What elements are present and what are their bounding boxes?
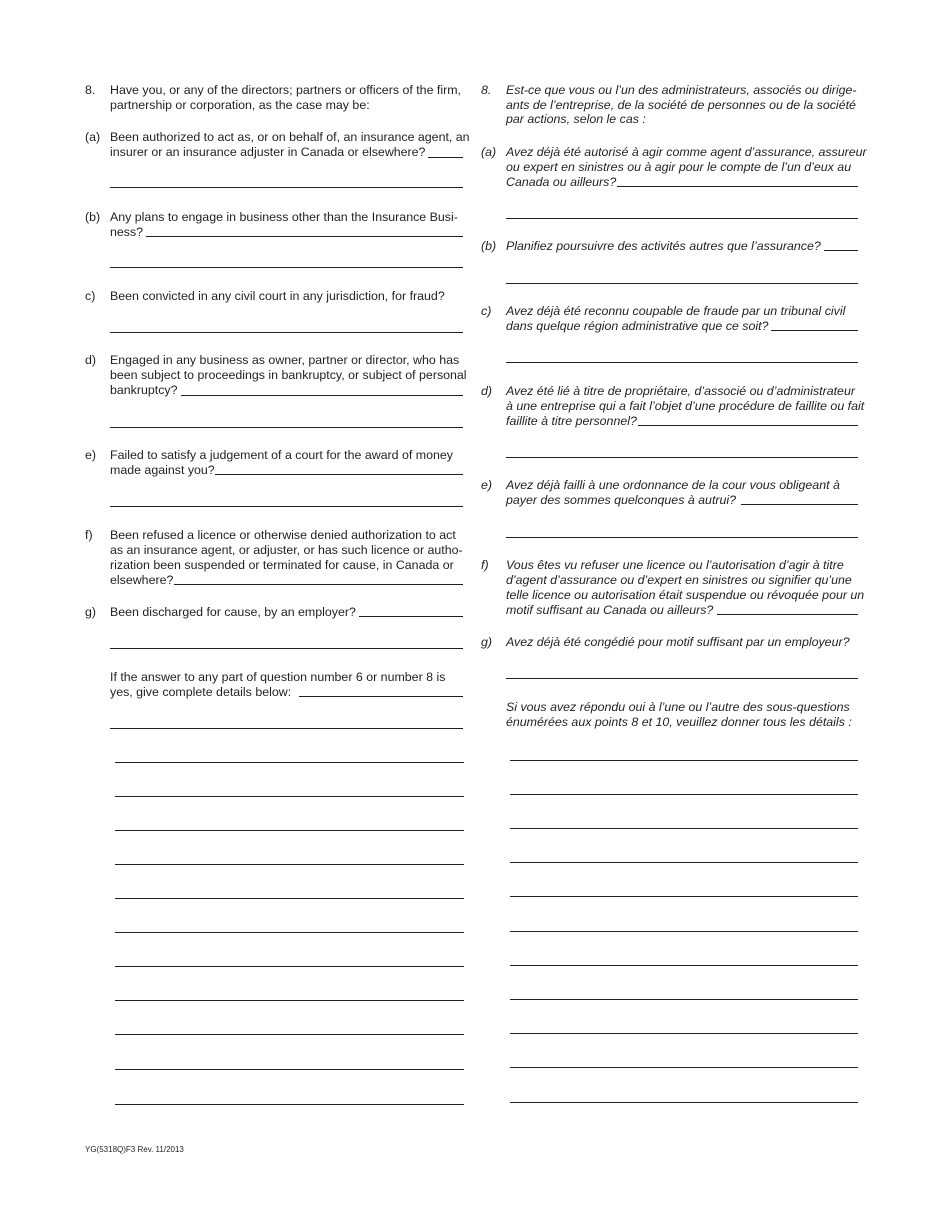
en-details-line1: If the answer to any part of question number 6 or number 8 is (110, 670, 446, 684)
en-details-line2: yes, give complete details below: (110, 685, 292, 699)
fr-details-answer-line-6[interactable] (510, 931, 858, 932)
en-a-line2: insurer or an insurance adjuster in Canada or elsewhere? (110, 145, 426, 159)
fr-b-answer-line-2[interactable] (506, 283, 858, 284)
fr-e-line1: Avez déjà failli à une ordonnance de la cour vous obligeant à (506, 478, 840, 492)
fr-details-answer-line-1[interactable] (510, 760, 858, 761)
en-d-label: d) (85, 353, 97, 367)
fr-c-answer-line-2[interactable] (506, 362, 858, 363)
en-details-answer-line-10[interactable] (115, 1034, 464, 1035)
en-details-answer-line-2[interactable] (115, 762, 464, 763)
fr-a-line3: Canada ou ailleurs? (506, 175, 617, 189)
en-d-answer-line-2[interactable] (110, 427, 463, 428)
fr-g-line1: Avez déjà été congédié pour motif suffisant par un employeur? (506, 635, 850, 649)
en-f-line3: rization been suspended or terminated for cause, in Canada or (110, 558, 454, 572)
en-g-answer-line-1[interactable] (359, 616, 463, 617)
fr-details-answer-line-8[interactable] (510, 999, 858, 1000)
en-b-line1: Any plans to engage in business other than the Insurance Busi- (110, 210, 458, 224)
fr-d-line2: à une entreprise qui a fait l’objet d’une procédure de faillite ou fait (506, 399, 865, 413)
en-q8-number: 8. (85, 83, 96, 97)
fr-details-answer-line-5[interactable] (510, 896, 858, 897)
en-a-answer-line-2[interactable] (110, 187, 463, 188)
fr-e-answer-line-2[interactable] (506, 537, 858, 538)
fr-details-answer-line-3[interactable] (510, 828, 858, 829)
en-d-line3: bankruptcy? (110, 383, 178, 397)
en-b-answer-line-1[interactable] (146, 236, 463, 237)
fr-d-label: d) (481, 384, 493, 398)
fr-q8-line2: ants de l’entreprise, de la société de personnes ou de la société (506, 98, 856, 112)
fr-f-line2: d’agent d’assurance ou d’expert en sinistres ou signifier qu’une (506, 573, 852, 587)
en-f-line1: Been refused a licence or otherwise denied authorization to act (110, 528, 456, 542)
fr-d-answer-line-1[interactable] (638, 425, 858, 426)
form-code-footer: YG(5318Q)F3 Rev. 11/2013 (85, 1145, 184, 1154)
fr-details-answer-line-10[interactable] (510, 1067, 858, 1068)
fr-q8-line3: par actions, selon le cas : (506, 112, 646, 126)
fr-d-line3: faillite à titre personnel? (506, 414, 637, 428)
en-d-line2: been subject to proceedings in bankruptcy, or subject of personal (110, 368, 467, 382)
en-b-line2: ness? (110, 225, 144, 239)
fr-d-line1: Avez été lié à titre de propriétaire, d’associé ou d’administrateur (506, 384, 855, 398)
fr-a-answer-line-1[interactable] (617, 186, 858, 187)
fr-e-label: e) (481, 478, 493, 492)
fr-details-answer-line-2[interactable] (510, 794, 858, 795)
fr-a-label: (a) (481, 145, 497, 159)
fr-a-answer-line-2[interactable] (506, 218, 858, 219)
en-a-line1: Been authorized to act as, or on behalf of, an insurance agent, an (110, 130, 470, 144)
en-c-label: c) (85, 289, 96, 303)
fr-details-answer-line-7[interactable] (510, 965, 858, 966)
en-d-line1: Engaged in any business as owner, partner or director, who has (110, 353, 460, 367)
fr-q8-number: 8. (481, 83, 492, 97)
en-details-answer-line-5[interactable] (115, 864, 464, 865)
fr-c-label: c) (481, 304, 492, 318)
fr-details-line2: énumérées aux points 8 et 10, veuillez donner tous les détails : (506, 715, 852, 729)
fr-g-label: g) (481, 635, 493, 649)
en-q8-line1: Have you, or any of the directors; partners or officers of the firm, (110, 83, 461, 97)
fr-details-answer-line-9[interactable] (510, 1033, 858, 1034)
en-e-label: e) (85, 448, 97, 462)
en-f-label: f) (85, 528, 93, 542)
en-details-answer-line-11[interactable] (115, 1069, 464, 1070)
fr-d-answer-line-2[interactable] (506, 457, 858, 458)
en-f-line2: as an insurance agent, or adjuster, or has such licence or autho- (110, 543, 463, 557)
en-c-line1: Been convicted in any civil court in any jurisdiction, for fraud? (110, 289, 445, 303)
en-details-answer-line-4[interactable] (115, 830, 464, 831)
en-details-answer-line-1[interactable] (110, 728, 463, 729)
fr-b-label: (b) (481, 239, 497, 253)
fr-f-line1: Vous êtes vu refuser une licence ou l’autorisation d’agir à titre (506, 558, 844, 572)
fr-c-answer-line-1[interactable] (771, 330, 858, 331)
fr-q8-line1: Est-ce que vous ou l’un des administrateurs, associés ou dirige- (506, 83, 857, 97)
fr-b-line1: Planifiez poursuivre des activités autres que l’assurance? (506, 239, 821, 253)
en-b-answer-line-2[interactable] (110, 267, 463, 268)
fr-b-answer-line-1[interactable] (824, 250, 858, 251)
en-details-answer-line-0[interactable] (299, 696, 463, 697)
en-e-line1: Failed to satisfy a judgement of a court for the award of money (110, 448, 453, 462)
fr-a-line2: ou expert en sinistres ou à agir pour le compte de l’un d’eux au (506, 160, 852, 174)
en-a-answer-line-1[interactable] (428, 157, 463, 158)
en-f-answer-line[interactable] (174, 584, 463, 585)
fr-details-line1: Si vous avez répondu oui à l’une ou l’autre des sous-questions (506, 700, 850, 714)
en-details-answer-line-8[interactable] (115, 966, 464, 967)
fr-f-answer-line[interactable] (717, 614, 858, 615)
fr-g-answer-line[interactable] (506, 678, 858, 679)
fr-f-line4: motif suffisant au Canada ou ailleurs? (506, 603, 714, 617)
fr-f-line3: telle licence ou autorisation était suspendue ou révoquée pour un (506, 588, 865, 602)
en-b-label: (b) (85, 210, 101, 224)
en-a-label: (a) (85, 130, 101, 144)
en-e-answer-line-2[interactable] (110, 506, 463, 507)
en-e-answer-line-1[interactable] (215, 474, 463, 475)
fr-details-answer-line-4[interactable] (510, 862, 858, 863)
en-details-answer-line-9[interactable] (115, 1000, 464, 1001)
en-g-label: g) (85, 605, 97, 619)
fr-c-line1: Avez déjà été reconnu coupable de fraude par un tribunal civil (506, 304, 846, 318)
en-c-answer-line[interactable] (110, 332, 463, 333)
fr-f-label: f) (481, 558, 489, 572)
en-details-answer-line-6[interactable] (115, 898, 464, 899)
fr-e-line2: payer des sommes quelconques à autrui? (506, 493, 737, 507)
en-details-answer-line-3[interactable] (115, 796, 464, 797)
fr-details-answer-line-11[interactable] (510, 1102, 858, 1103)
en-q8-line2: partnership or corporation, as the case may be: (110, 98, 370, 112)
fr-e-answer-line-1[interactable] (741, 504, 858, 505)
en-e-line2: made against you? (110, 463, 215, 477)
en-g-line1: Been discharged for cause, by an employer? (110, 605, 356, 619)
fr-a-line1: Avez déjà été autorisé à agir comme agent d’assurance, assureur (506, 145, 867, 159)
en-d-answer-line-1[interactable] (181, 395, 463, 396)
en-details-answer-line-12[interactable] (115, 1104, 464, 1105)
en-details-answer-line-7[interactable] (115, 932, 464, 933)
en-g-answer-line-2[interactable] (110, 648, 463, 649)
fr-c-line2: dans quelque région administrative que ce soit? (506, 319, 769, 333)
en-f-line4: elsewhere? (110, 573, 174, 587)
